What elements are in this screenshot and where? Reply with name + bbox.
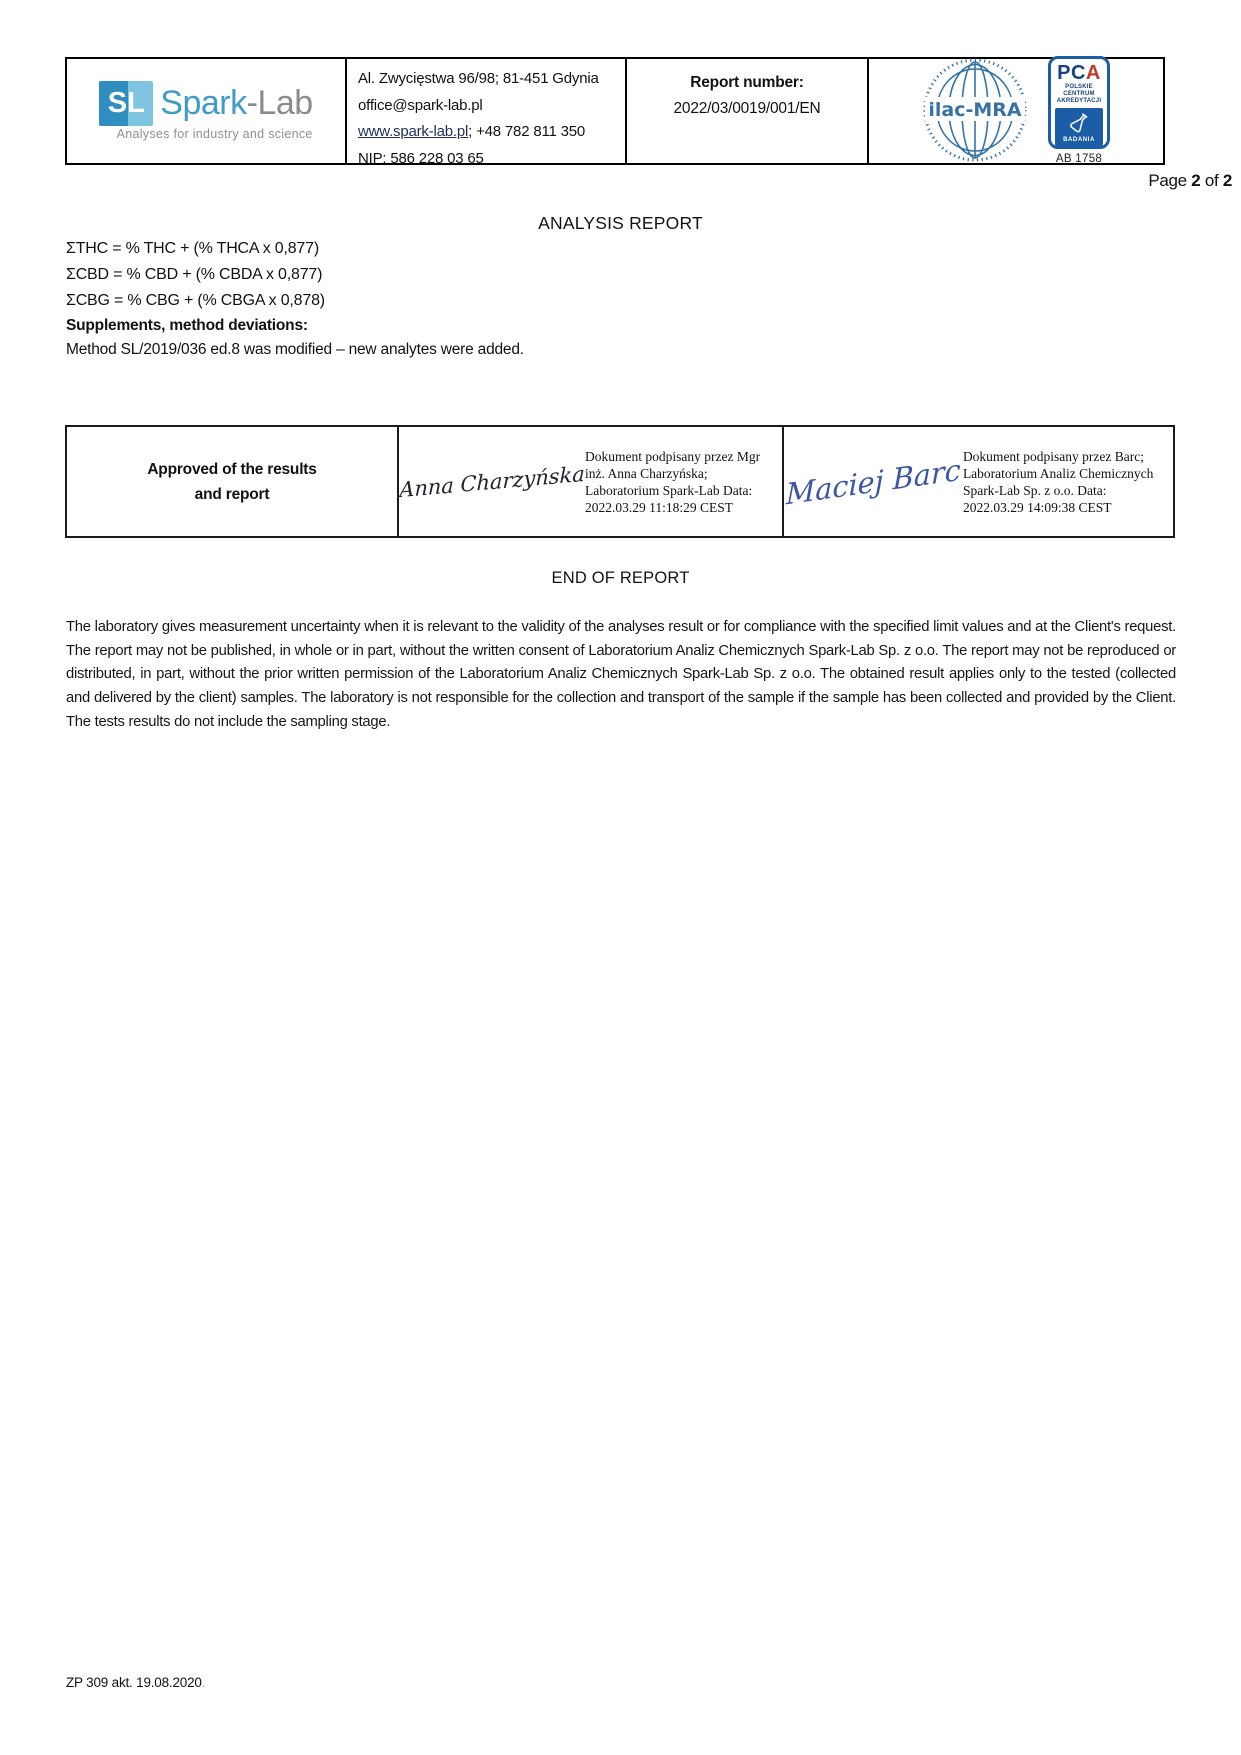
signer-cell-anna [397, 427, 782, 536]
footer-text: ZP 309 akt. 19.08.2020 [66, 1675, 202, 1690]
page-number [65, 171, 1232, 191]
digital-signature-text-anna [585, 448, 782, 516]
formula-cbg: ΣCBG = % CBG + (% CBGA x 0,878) [66, 292, 325, 309]
pca-accreditation-number: AB 1758 [1055, 152, 1103, 165]
website-link[interactable]: www.spark-lab.pl [358, 123, 469, 140]
supplements-body: Method SL/2019/036 ed.8 was modified – new analytes were added. [66, 341, 524, 358]
disclaimer-paragraph: The laboratory gives measurement uncertainty when it is relevant to the validity of the analyses result or for compliance with the specified limit values and at the Client's request. The report may not be published, in whole or in part, without the written consent of Laboratorium Analiz Chemicznych Spark-Lab Sp. z o.o. The report may not be reproduced or distributed, in part, without the prior written permission of the Laboratorium Analiz Chemicznych Spark-Lab Sp. z o.o. The obtained result applies only to the tested (collected and delivered by the client) samples. The laboratory is not responsible for the collection and transport of the sample if the sample has been collected and provided by the Client. The tests results do not include the sampling stage. [66, 619, 1176, 730]
approval-label-cell [67, 427, 397, 536]
end-of-report: END OF REPORT [551, 569, 690, 587]
brand-name-gray: -Lab [246, 84, 313, 122]
flask-icon [1067, 110, 1091, 136]
pca-badania-box [1055, 108, 1103, 146]
ilac-mra-label: ilac-MRA [928, 99, 1022, 121]
signature-date: Data: 2022.03.29 11:18:29 CEST [585, 482, 753, 515]
page-number-prefix: Page [1148, 171, 1192, 190]
pca-logo [1048, 56, 1110, 165]
approval-label-line2: and report [194, 485, 270, 503]
pca-acronym-a: A [1085, 61, 1101, 84]
signature-maciej-barc: Maciej Barc [786, 452, 961, 511]
page-number-current: 2 [1191, 171, 1201, 190]
formula-block [66, 236, 325, 314]
pca-acronym-pc: PC [1057, 61, 1086, 84]
nip-line: NIP: 586 228 03 65 [358, 149, 484, 167]
report-number-cell [625, 59, 867, 163]
brand-name [160, 84, 312, 123]
supplements-heading: Supplements, method deviations: [66, 317, 308, 334]
approval-label-line1: Approved of the results [147, 460, 317, 478]
accreditation-logos [867, 59, 1163, 163]
signature-statement: Dokument podpisany przez Mgr inż. Anna Charzyńska; Laboratorium Spark-Lab [585, 448, 761, 498]
supplements-section [66, 314, 524, 362]
approval-table [65, 425, 1175, 538]
report-number-value: 2022/03/0019/001/EN [673, 100, 821, 117]
pca-subtitle-line1: POLSKIE CENTRUM [1063, 83, 1095, 97]
footer-reference [66, 1675, 205, 1690]
page-number-of: of [1200, 171, 1223, 190]
signature-date: Data: 2022.03.29 14:09:38 CEST [962, 482, 1112, 515]
header-table [65, 57, 1165, 165]
brand-tagline: Analyses for industry and science [116, 127, 313, 141]
sl-monogram-icon: SL [99, 81, 153, 126]
page-number-total: 2 [1222, 171, 1232, 190]
document-title: ANALYSIS REPORT [538, 213, 703, 233]
pca-badania-label: BADANIA [1063, 137, 1095, 143]
report-number-label: Report number: [690, 74, 804, 91]
email-line: office@spark-lab.pl [358, 96, 483, 114]
formula-cbd: ΣCBD = % CBD + (% CBDA x 0,877) [66, 266, 323, 283]
pca-badge [1048, 56, 1110, 149]
ilac-mra-logo [922, 57, 1028, 163]
company-logo [67, 59, 345, 163]
formula-thc: ΣTHC = % THC + (% THCA x 0,877) [66, 240, 319, 257]
pca-subtitle-line2: AKREDYTACJI [1056, 97, 1102, 104]
signature-statement: Dokument podpisany przez Barc; Laboratorium Analiz Chemicznych Spark-Lab Sp. z o.o. [962, 448, 1154, 498]
digital-signature-text-barc [963, 448, 1173, 516]
brand-name-blue: Spark [160, 84, 247, 122]
address-line: Al. Zwycięstwa 96/98; 81-451 Gdynia [358, 70, 599, 87]
contact-info [345, 59, 625, 167]
pca-acronym [1057, 62, 1101, 84]
website-line [358, 119, 625, 146]
footer-dot: . [201, 1675, 206, 1690]
signature-anna-charzynska: Anna Charzyńska [399, 461, 585, 502]
signer-cell-barc [782, 427, 1173, 536]
phone-text: ; +48 782 811 350 [468, 123, 586, 140]
